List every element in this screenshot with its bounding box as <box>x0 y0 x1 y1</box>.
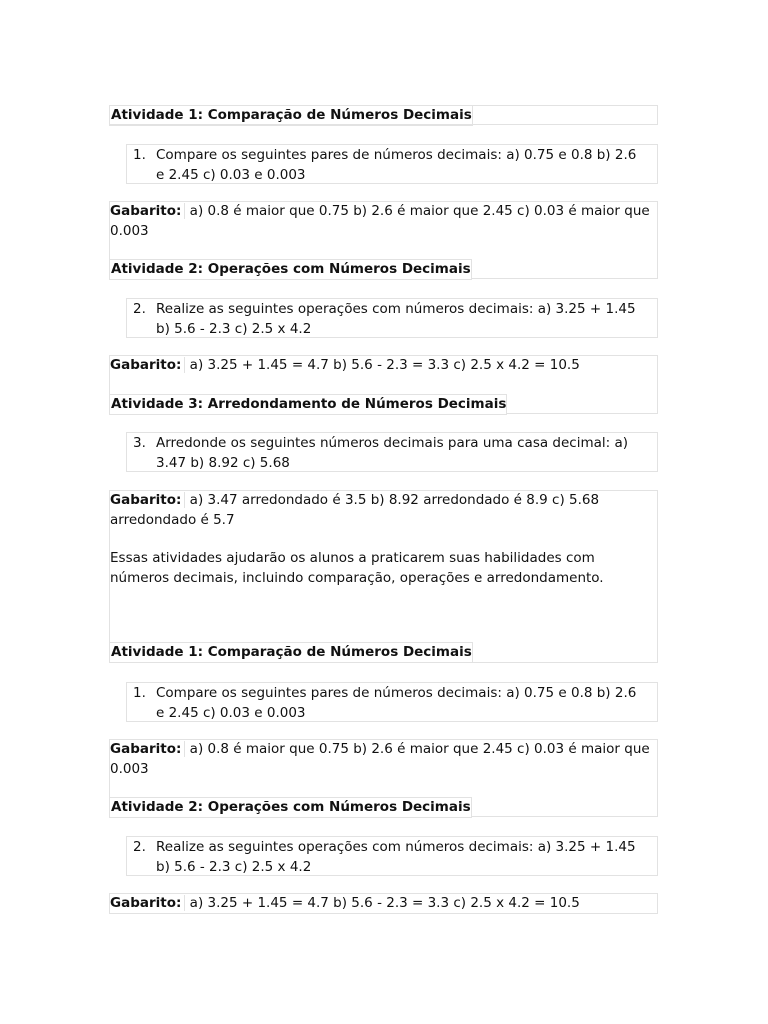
list-item <box>126 298 658 338</box>
list-number: 1. <box>133 685 146 701</box>
answer-text: a) 3.47 arredondado é 3.5 b) 8.92 arredondado é 8.9 c) 5.68 arredondado é 5.7 <box>110 492 600 528</box>
answer-paragraph <box>109 491 658 530</box>
list-text: Arredonde os seguintes números decimais para uma casa decimal: a) 3.47 b) 8.92 c) 5.68 <box>156 435 629 471</box>
answer-label: Gabarito: <box>110 492 185 508</box>
list-number: 2. <box>133 839 146 855</box>
list-item <box>126 144 658 184</box>
list-number: 1. <box>133 147 146 163</box>
list-text: Realize as seguintes operações com números decimais: a) 3.25 + 1.45 b) 5.6 - 2.3 c) 2.5 x 4.2 <box>156 839 636 875</box>
answer-label: Gabarito: <box>110 741 185 757</box>
heading-frame <box>109 105 658 125</box>
answer-text: a) 3.25 + 1.45 = 4.7 b) 5.6 - 2.3 = 3.3 c) 2.5 x 4.2 = 10.5 <box>185 357 580 373</box>
activity-heading: Atividade 1: Comparação de Números Decimais <box>109 105 473 126</box>
answer-label: Gabarito: <box>110 895 185 911</box>
answer-text: a) 3.25 + 1.45 = 4.7 b) 5.6 - 2.3 = 3.3 c) 2.5 x 4.2 = 10.5 <box>185 895 580 911</box>
list-item <box>126 682 658 722</box>
answer-label: Gabarito: <box>110 203 185 219</box>
answer-paragraph <box>109 894 658 914</box>
answer-paragraph <box>109 202 658 241</box>
list-text: Compare os seguintes pares de números decimais: a) 0.75 e 0.8 b) 2.6 e 2.45 c) 0.03 e 0.003 <box>156 685 637 721</box>
activity-heading: Atividade 3: Arredondamento de Números Decimais <box>109 394 507 415</box>
activity-heading: Atividade 2: Operações com Números Decimais <box>109 259 472 280</box>
closing-paragraph: Essas atividades ajudarão os alunos a praticarem suas habilidades com números decimais, incluindo comparação, operações e arredondamento. <box>110 550 604 586</box>
list-number: 2. <box>133 301 146 317</box>
list-item <box>126 432 658 472</box>
activity-heading: Atividade 1: Comparação de Números Decimais <box>109 642 473 663</box>
list-item <box>126 836 658 876</box>
list-number: 3. <box>133 435 146 451</box>
list-text: Compare os seguintes pares de números decimais: a) 0.75 e 0.8 b) 2.6 e 2.45 c) 0.03 e 0.003 <box>156 147 637 183</box>
list-text: Realize as seguintes operações com números decimais: a) 3.25 + 1.45 b) 5.6 - 2.3 c) 2.5 x 4.2 <box>156 301 636 337</box>
answer-label: Gabarito: <box>110 357 185 373</box>
answer-text: a) 0.8 é maior que 0.75 b) 2.6 é maior que 2.45 c) 0.03 é maior que 0.003 <box>110 741 650 777</box>
answer-paragraph <box>109 740 658 779</box>
answer-text: a) 0.8 é maior que 0.75 b) 2.6 é maior que 2.45 c) 0.03 é maior que 0.003 <box>110 203 650 239</box>
answer-paragraph <box>109 356 658 376</box>
activity-heading: Atividade 2: Operações com Números Decimais <box>109 797 472 818</box>
